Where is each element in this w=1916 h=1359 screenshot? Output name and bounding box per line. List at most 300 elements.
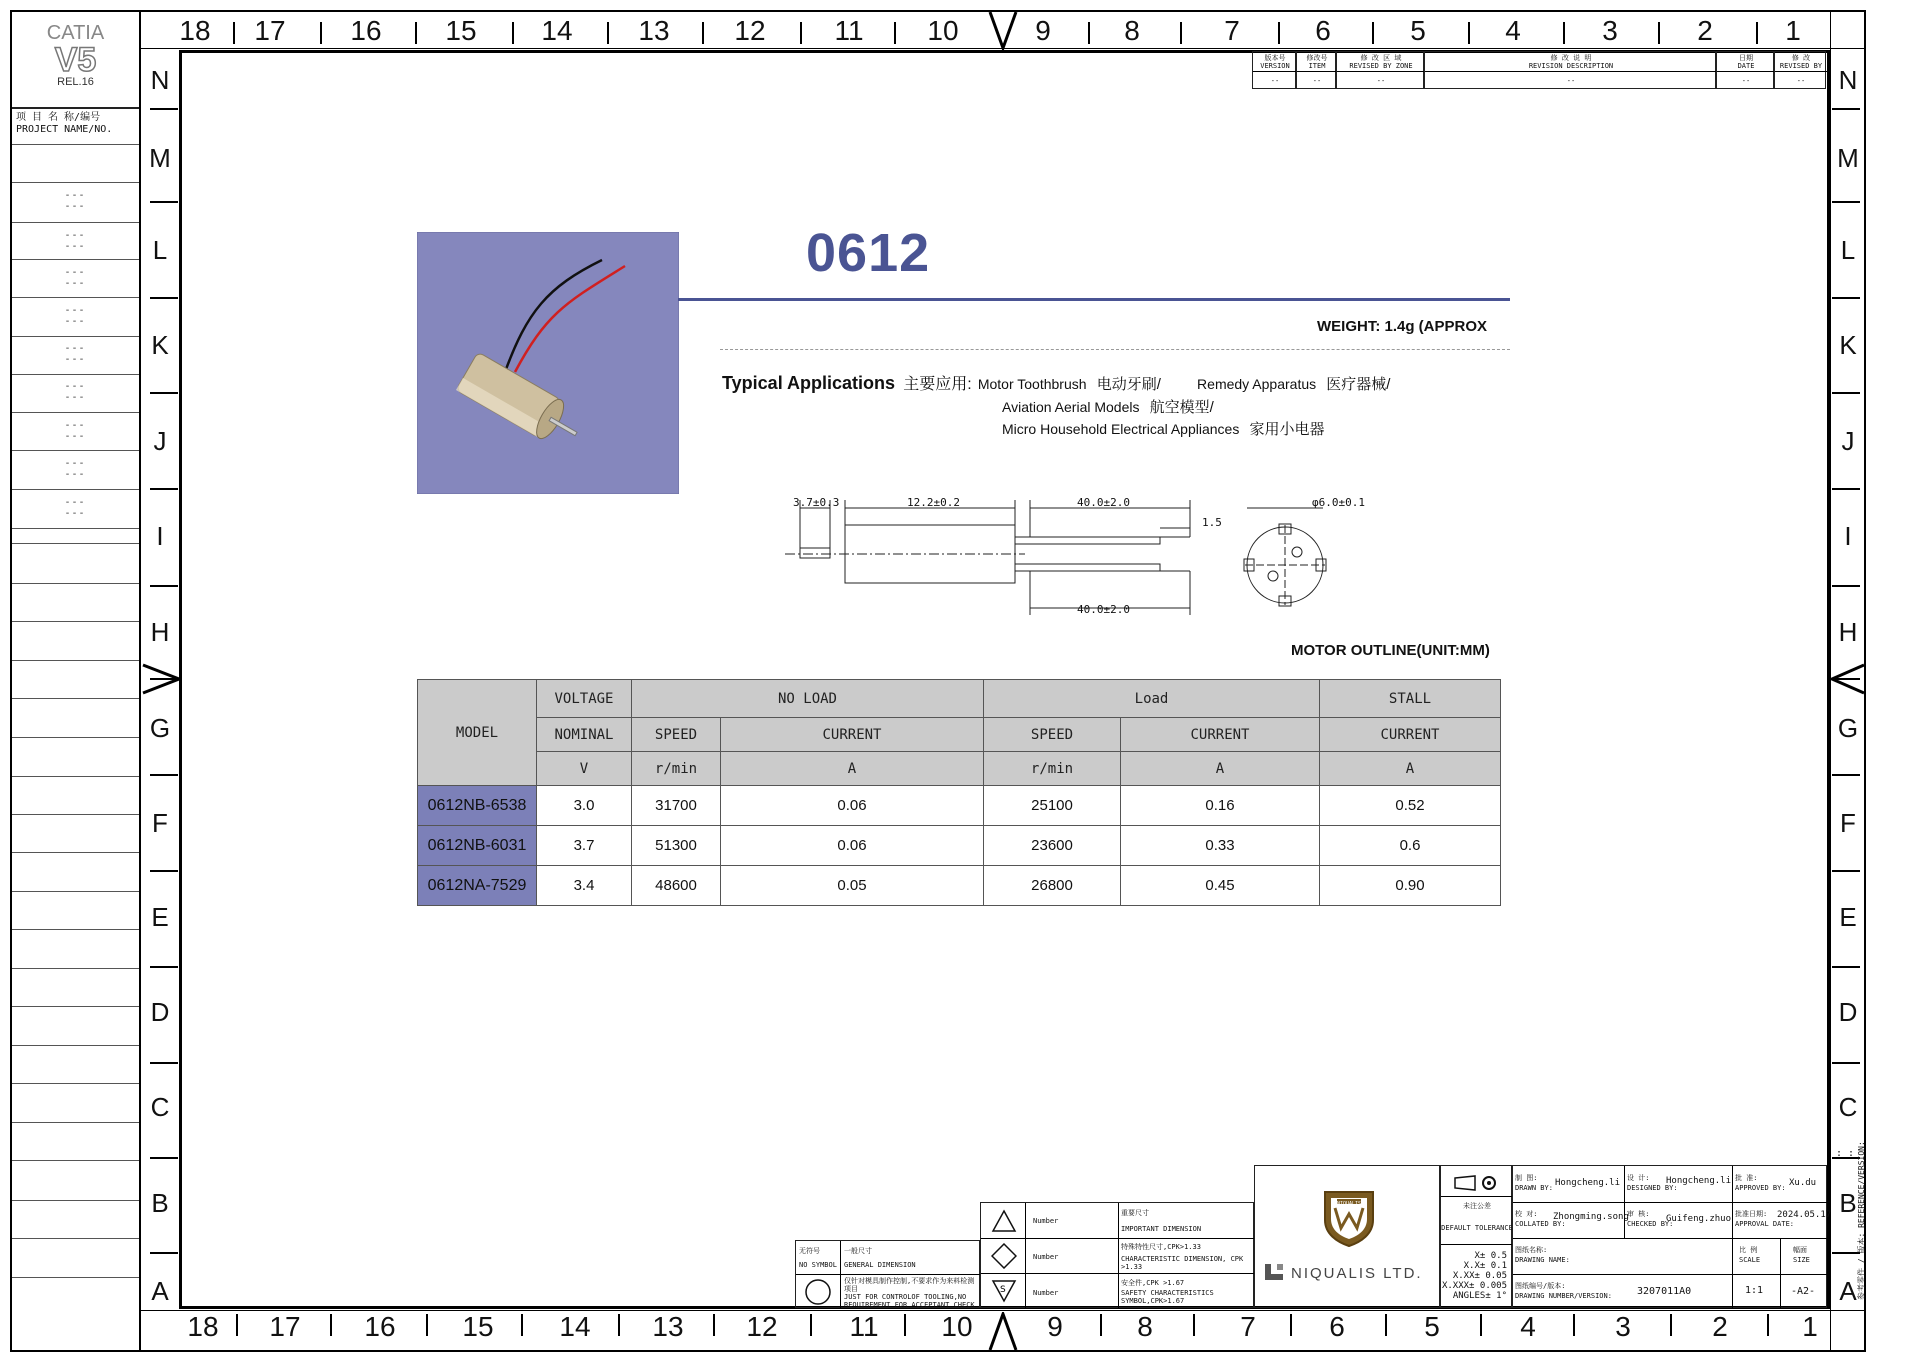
zone-row-label: E [151,902,169,932]
zone-tick [1290,1314,1292,1336]
triangle-icon [991,1209,1017,1233]
zone-tick [1832,297,1860,299]
zone-tick [1385,1314,1387,1336]
zone-tick [1563,22,1565,44]
zone-column-label: 10 [941,1311,973,1342]
company-box [1254,1165,1440,1308]
zone-column-label: 14 [541,15,573,46]
tolerance-angles: ANGLES± 1° [1452,1291,1507,1301]
zone-tick [330,1314,332,1336]
zone-tick [1180,22,1182,44]
tolerance-xxx: X.XX± 0.05 [1452,1271,1507,1281]
project-row-divider [12,1083,139,1084]
revision-empty-cell: -- [1566,77,1576,85]
safety-triangle-icon [991,1279,1017,1303]
zone-row-label: F [1840,808,1856,838]
zone-column-label: 9 [1035,15,1051,46]
table-row [418,866,1501,906]
zone-row-label: B [1839,1188,1857,1218]
header-model: MODEL [418,680,537,786]
zone-column-label: 13 [652,1311,684,1342]
motor-photo [417,232,679,494]
project-row-dash: --- [64,190,86,201]
zone-tick [1832,774,1860,776]
app-2: Remedy Apparatus [1197,376,1317,392]
nl-current-cell: 0.05 [721,866,984,906]
size-label-en: SIZE [1793,1256,1810,1264]
zone-tick [150,1252,178,1254]
zone-tick [415,22,417,44]
tooling-circle-icon [804,1278,832,1306]
revision-column [1296,51,1336,89]
header-voltage: VOLTAGE [537,680,632,718]
project-row-divider [12,698,139,699]
zone-column-label: 2 [1712,1311,1728,1342]
project-row-divider [12,1277,139,1278]
project-row-divider [12,412,139,413]
project-row-dash: --- [64,305,86,316]
project-row-dash: --- [64,241,86,252]
applications-cn-label: 主要应用: [903,376,972,393]
project-row-divider [12,374,139,375]
zone-column-label: 16 [350,15,382,46]
company-badge: NIQUALIS [1336,1201,1362,1207]
project-row-dash: --- [64,420,86,431]
revision-empty-cell: -- [1270,77,1280,85]
scale-label-cn: 比 例 [1739,1246,1758,1254]
company-shield-logo [1321,1186,1377,1248]
zone-tick [1193,1314,1195,1336]
zone-row-label: N [150,65,170,95]
project-row-divider [12,583,139,584]
revision-header-cn: 修 改 说 明 [1550,54,1592,62]
safety-cn: 安全件,CPK >1.67 [1121,1279,1185,1287]
zone-tick [1670,1314,1672,1336]
collated-label-cn: 校 对: [1515,1210,1538,1218]
zone-tick [512,22,514,44]
zone-column-label: 15 [462,1311,494,1342]
left-strip-sep [12,107,139,109]
circle-note-cn: 仅针对模具制作控制,不要求作为来料检测项目 [844,1277,975,1293]
nl-current-cell: 0.06 [721,786,984,826]
voltage-cell: 3.7 [537,826,632,866]
catia-version: V5 [54,41,97,79]
drawing-number-label-en: DRAWING NUMBER/VERSION: [1515,1292,1612,1300]
project-row-divider [12,968,139,969]
project-row-divider [12,852,139,853]
zone-column-label: 7 [1240,1311,1256,1342]
header-nl-speed: SPEED [632,718,721,752]
zone-tick [894,22,896,44]
revision-header-cn: 修改号 [1306,54,1328,62]
drawing-number-label-cn: 图纸编号/版本: [1515,1282,1566,1290]
revision-column [1336,51,1424,89]
zone-tick [1832,870,1860,872]
dim-diameter: φ6.0±0.1 [1312,496,1365,509]
zone-column-label: 2 [1697,15,1713,46]
dim-shaft: 3.7±0.3 [793,496,840,509]
zone-tick [1573,1314,1575,1336]
zone-tick [150,585,178,587]
zone-tick [521,1314,523,1336]
zone-tick [1088,22,1090,44]
zone-tick [1372,22,1374,44]
project-row-dash: --- [64,381,86,392]
drawn-label-cn: 制 图: [1515,1174,1538,1182]
zone-tick [150,1062,178,1064]
zone-tick [233,22,235,44]
unit-nl-current: A [721,752,984,786]
approval-date-label-en: APPROVAL DATE: [1735,1220,1795,1228]
zone-row-label: I [1844,521,1852,551]
project-row-divider [12,621,139,622]
project-row-dash: --- [64,267,86,278]
scale-label-en: SCALE [1739,1256,1761,1264]
revision-header-en: REVISION DESCRIPTION [1528,62,1614,70]
zone-column-label: 17 [269,1311,301,1342]
revision-header-cn: 修 改 区 域 [1360,54,1402,62]
project-row-divider [12,660,139,661]
zone-column-label: 8 [1137,1311,1153,1342]
nl-speed-cell: 48600 [632,866,721,906]
app-1: Motor Toothbrush [977,376,1087,392]
center-mark-top-icon [988,10,1018,50]
project-label-en: PROJECT NAME/NO. [16,124,113,135]
voltage-cell: 3.4 [537,866,632,906]
l-speed-cell: 25100 [984,786,1121,826]
zone-row-label: G [149,713,171,743]
scale-value: 1:1 [1745,1285,1764,1296]
approved-label-cn: 批 准: [1735,1174,1758,1182]
center-mark-left-icon [141,663,181,695]
frame-outer-bottom [10,1350,1866,1352]
zone-column-label: 7 [1224,15,1240,46]
zone-row-label: K [1839,330,1857,360]
title-underline [678,298,1510,301]
project-row-divider [12,1160,139,1161]
project-row-divider [12,144,139,145]
zone-tick [1278,22,1280,44]
project-row-divider [12,1122,139,1123]
zone-column-label: 5 [1424,1311,1440,1342]
project-label [16,112,112,136]
important-en: IMPORTANT DIMENSION [1121,1225,1202,1233]
app-4-cn: 家用小电器 [1249,421,1325,438]
special-symbols-box [980,1202,1254,1308]
revision-header-cn: 版本号 [1264,54,1286,62]
unit-l-speed: r/min [984,752,1121,786]
applications-line-1 [722,371,1390,394]
project-row-dash: --- [64,508,86,519]
zone-column-label: 11 [834,15,864,46]
zone-tick [1832,585,1860,587]
size-label-cn: 幅面 [1793,1246,1807,1254]
svg-text:S: S [1000,1285,1006,1295]
zone-row-label: D [150,997,170,1027]
l-current-cell: 0.16 [1121,786,1320,826]
header-nl-current: CURRENT [721,718,984,752]
revision-column [1424,51,1716,89]
zone-tick [1832,488,1860,490]
zone-tick [618,1314,620,1336]
zone-column-label: 8 [1124,15,1140,46]
project-row-dash: --- [64,343,86,354]
zone-column-label: 18 [187,1311,219,1342]
center-mark-bottom-icon [988,1312,1018,1352]
project-row-divider [12,336,139,337]
drawing-name-en: DRAWING NAME: [1515,1256,1570,1264]
zone-row-label: H [1838,617,1858,647]
title-block [1512,1165,1832,1308]
zone-column-label: 5 [1410,15,1426,46]
zone-column-label: 4 [1520,1311,1536,1342]
tolerance-x: X± 0.5 [1474,1251,1507,1261]
project-row-dash: --- [64,354,86,365]
zone-row-label: C [150,1092,170,1122]
table-row [418,786,1501,826]
spec-table [417,679,1501,906]
zone-column-label: 12 [734,15,766,46]
stall-cell: 0.52 [1320,786,1501,826]
zone-column-label: 17 [254,15,286,46]
zone-column-label: 16 [364,1311,396,1342]
header-stall: STALL [1320,680,1501,718]
project-row-divider [12,489,139,490]
number-label-2: Number [1033,1253,1059,1261]
applications-line-2 [1002,396,1214,417]
reference-label: 参考零件 / 版本: REFERENCE/VERSION: [1857,1141,1866,1300]
zone-row-label: M [1837,143,1859,173]
zone-tick [1832,201,1860,203]
project-row-dash: --- [64,316,86,327]
projection-symbol-icon [1453,1174,1501,1192]
project-row-divider [12,737,139,738]
number-label-3: Number [1033,1289,1059,1297]
project-row-divider [12,222,139,223]
tolerance-label-cn: 未注公差 [1463,1202,1491,1210]
zone-row-label: E [1839,902,1857,932]
revision-header-cn: 修 改 [1791,54,1811,62]
dim-body: 12.2±0.2 [907,496,960,509]
zone-column-label: 1 [1785,15,1801,46]
special-en: CHARACTERISTIC DIMENSION, CPK >1.33 [1121,1255,1244,1271]
zone-row-label: M [149,143,171,173]
drawing-name-cn: 图纸名称: [1515,1246,1548,1254]
revision-header-en: REVISED BY [1779,62,1823,70]
zone-tick [800,22,802,44]
project-row-dash: --- [64,278,86,289]
zone-column-label: 4 [1505,15,1521,46]
drawn-label-en: DRAWN BY: [1515,1184,1553,1192]
zone-tick [150,774,178,776]
outline-caption: MOTOR OUTLINE(UNIT:MM) [1291,642,1490,659]
zone-tick [1100,1314,1102,1336]
checked-by: Guifeng.zhuo [1666,1214,1732,1224]
project-row-dash: --- [64,469,86,480]
project-label-cn: 项 目 名 称/编号 [16,112,101,123]
project-row-divider [12,929,139,930]
app-1-cn: 电动牙刷/ [1096,376,1161,393]
company-mark-icon [1263,1262,1285,1282]
zone-tick [150,1157,178,1159]
zone-tick [150,966,178,968]
model-cell: 0612NB-6538 [418,786,537,826]
zone-column-label: 14 [559,1311,591,1342]
project-row-divider [12,776,139,777]
l-current-cell: 0.45 [1121,866,1320,906]
project-row-divider [12,1238,139,1239]
drawn-by: Hongcheng.li [1555,1178,1621,1188]
zone-tick [1756,22,1758,44]
unit-stall: A [1320,752,1501,786]
zone-row-label: D [1838,997,1858,1027]
header-nominal: NOMINAL [537,718,632,752]
zone-row-label: H [150,617,170,647]
checked-label-en: CHECKED BY: [1627,1220,1674,1228]
zone-tick [150,392,178,394]
zone-column-label: 13 [638,15,670,46]
dim-lead-bottom: 40.0±2.0 [1077,603,1130,616]
designed-by: Hongcheng.li [1666,1176,1732,1186]
zone-column-label: 3 [1602,15,1618,46]
approval-date-label-cn: 批准日期: [1735,1210,1768,1218]
catia-release: REL.16 [57,76,94,88]
zone-tick [702,22,704,44]
no-symbol-en: NO SYMBOL [799,1261,837,1269]
designed-label-en: DESIGNED BY: [1627,1184,1678,1192]
zone-tick [1480,1314,1482,1336]
zone-column-label: 3 [1615,1311,1631,1342]
no-symbol-cn: 无符号 [799,1247,820,1255]
zone-column-label: 6 [1329,1311,1345,1342]
zone-column-label: 9 [1047,1311,1063,1342]
reference-strip [1832,1141,1866,1300]
project-row-divider [12,814,139,815]
size-value: -A2- [1791,1286,1816,1297]
zone-tick [607,22,609,44]
frame-outer-left [10,10,12,1352]
zone-column-label: 11 [849,1311,879,1342]
app-2-cn: 医疗器械/ [1326,376,1391,393]
revision-header-en: ITEM [1308,62,1326,70]
revision-header-en: REVISED BY ZONE [1349,62,1413,70]
zone-tick [1468,22,1470,44]
zone-column-label: 1 [1802,1311,1818,1342]
stall-cell: 0.6 [1320,826,1501,866]
project-row-dash: --- [64,497,86,508]
app-4: Micro Household Electrical Appliances [1002,421,1240,437]
revision-column [1716,51,1774,89]
applications-label: Typical Applications [722,373,896,393]
unit-nl-speed: r/min [632,752,721,786]
drawing-number: 3207011A0 [1637,1286,1692,1297]
zone-tick [150,488,178,490]
stall-cell: 0.90 [1320,866,1501,906]
approved-label-en: APPROVED BY: [1735,1184,1786,1192]
unit-voltage: V [537,752,632,786]
zone-column-label: 18 [179,15,211,46]
zone-tick [150,108,178,110]
applications-line-3 [1002,418,1325,439]
nl-current-cell: 0.06 [721,826,984,866]
zone-row-label: I [156,521,164,551]
checked-label-cn: 审 核: [1627,1210,1650,1218]
dim-lead-top: 40.0±2.0 [1077,496,1130,509]
tolerance-box [1440,1165,1512,1308]
project-row-divider [12,259,139,260]
motor-outline-drawing [785,490,1385,620]
project-row-dash: --- [64,230,86,241]
dim-strip: 1.5 [1202,516,1222,529]
zone-tick [713,1314,715,1336]
project-row-divider [12,450,139,451]
revision-column [1774,51,1826,89]
weight-text: WEIGHT: 1.4g (APPROX [1317,318,1488,335]
l-current-cell: 0.33 [1121,826,1320,866]
project-row-divider [12,1200,139,1201]
header-l-current: CURRENT [1121,718,1320,752]
revision-header-cn: 日期 [1739,54,1753,62]
zone-tick [1832,108,1860,110]
general-dimension-box [795,1240,980,1308]
zone-row-label: A [1839,1276,1857,1306]
revision-table [1252,51,1826,89]
number-label-1: Number [1033,1217,1059,1225]
model-cell: 0612NB-6031 [418,826,537,866]
project-row-divider [12,528,139,529]
safety-en: SAFETY CHARACTERISTICS SYMBOL,CPK>1.67 [1121,1289,1214,1305]
zone-row-label: K [151,330,169,360]
zone-strip-bottom-border [139,1310,1866,1311]
zone-column-label: 6 [1315,15,1331,46]
diamond-icon [991,1243,1017,1269]
zone-column-label: 12 [746,1311,778,1342]
l-speed-cell: 23600 [984,826,1121,866]
project-row-divider [12,1006,139,1007]
header-load: Load [984,680,1320,718]
revision-empty-cell: -- [1312,77,1322,85]
header-no-load: NO LOAD [632,680,984,718]
header-stall-current: CURRENT [1320,718,1501,752]
zone-tick [810,1314,812,1336]
project-row-divider [12,297,139,298]
zone-tick [426,1314,428,1336]
nl-speed-cell: 51300 [632,826,721,866]
approval-date: 2024.05.17 [1777,1210,1832,1220]
catia-brand: CATIA [46,22,105,44]
zone-column-label: 15 [445,15,477,46]
nl-speed-cell: 31700 [632,786,721,826]
zone-tick [320,22,322,44]
company-name: NIQUALIS LTD. [1291,1265,1423,1282]
project-row-divider [12,182,139,183]
project-row-divider [12,1045,139,1046]
zone-row-label: L [1840,235,1856,265]
zone-tick [236,1314,238,1336]
circle-note-en: JUST FOR CONTROLOF TOOLING,NO REQUIREMENT FOR ACCEPTANT CHECK [844,1293,975,1309]
approved-by: Xu.du [1789,1178,1817,1188]
zone-row-label: F [152,808,168,838]
voltage-cell: 3.0 [537,786,632,826]
zone-tick [1658,22,1660,44]
project-row-divider [12,891,139,892]
zone-column-label: 10 [927,15,959,46]
l-speed-cell: 26800 [984,866,1121,906]
unit-l-current: A [1121,752,1320,786]
reference-dots: : : [1836,1148,1855,1159]
collated-label-en: COLLATED BY: [1515,1220,1566,1228]
center-mark-right-icon [1830,663,1866,695]
